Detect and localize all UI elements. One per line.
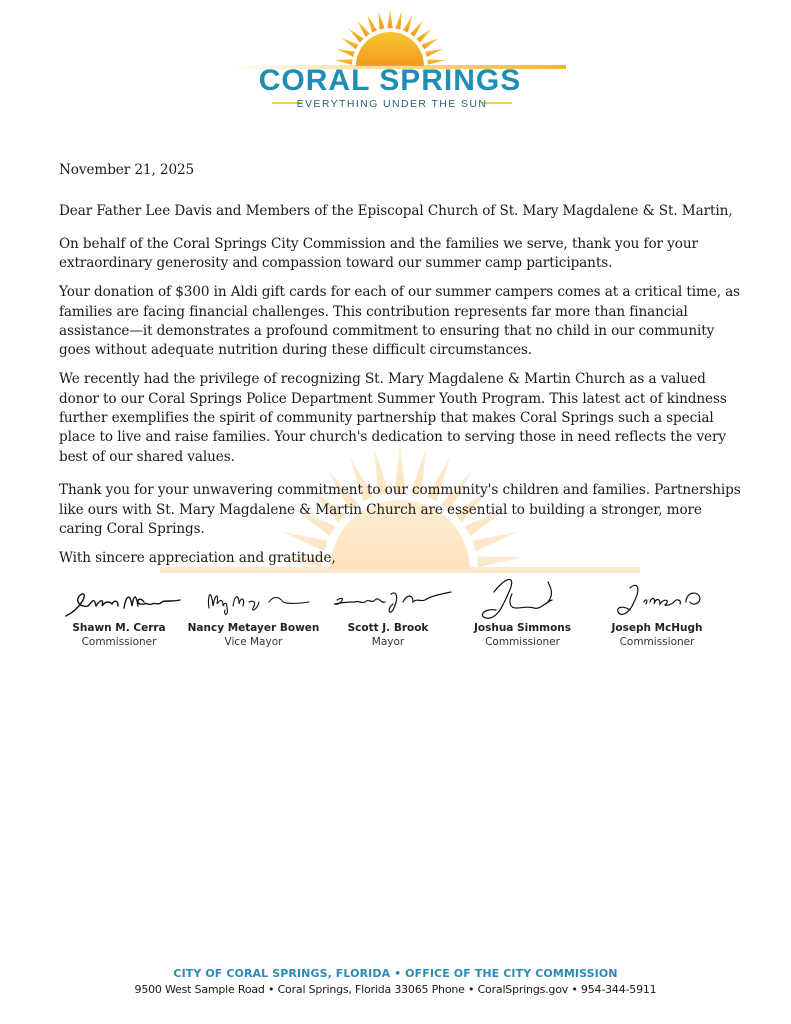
handwritten-signature — [456, 572, 590, 622]
sun-icon — [334, 10, 445, 66]
letter-date: November 21, 2025 — [59, 162, 195, 178]
sun-ray — [357, 21, 370, 37]
signatory-name: Nancy Metayer Bowen — [187, 622, 320, 634]
letter-paragraph: On behalf of the Coral Springs City Commission and the families we serve, thank you for your extraordinary generosity and compassion toward our summer camp participants. — [59, 235, 698, 272]
logo-wordmark: CORAL SPRINGS — [258, 64, 522, 97]
signatory-title: Commissioner — [485, 636, 560, 648]
signatory-title: Mayor — [371, 636, 405, 648]
sun-ray — [387, 10, 392, 28]
handwritten-signature — [52, 572, 186, 622]
letter-body — [59, 161, 743, 578]
signatory-title: Commissioner — [81, 636, 157, 648]
letter-salutation: Dear Father Lee Davis and Members of the Episcopal Church of St. Mary Magdalene & St. Martin, — [59, 203, 733, 220]
sun-ray — [410, 21, 423, 37]
sun-ray — [342, 38, 359, 49]
sun-ray — [378, 11, 384, 29]
letter-paragraph: We recently had the privilege of recognizing St. Mary Magdalene & Martin Church as a valued donor to our Coral Springs Police Department Summer Youth Program. This latest act of kindness further exemplifies the spirit of community partnership that makes Coral Springs such a special place to live and raise families. Your church's dedication to serving those in need reflects the very best of our shared values. — [59, 371, 727, 465]
signatory — [590, 572, 724, 654]
signatory-name: Joshua Simmons — [473, 622, 572, 634]
footer-office-line: CITY OF CORAL SPRINGS, FLORIDA • OFFICE OF THE CITY COMMISSION — [173, 967, 618, 980]
signatory — [456, 572, 590, 654]
signatory-name: Shawn M. Cerra — [72, 622, 166, 634]
sun-ray — [395, 11, 401, 29]
sun-ray — [416, 29, 431, 43]
signatory-name: Scott J. Brook — [347, 622, 429, 634]
signatory — [187, 572, 321, 654]
letter-closing: With sincere appreciation and gratitude, — [59, 550, 336, 566]
sun-ray — [421, 38, 438, 49]
logo-tagline: EVERYTHING UNDER THE SUN — [296, 98, 488, 110]
signatory — [321, 572, 455, 654]
footer-address-line: 9500 West Sample Road • Coral Springs, Florida 33065 Phone • CoralSprings.gov • 954-344-5911 — [134, 983, 657, 996]
letter-paragraph: Your donation of $300 in Aldi gift cards for each of our summer campers comes at a critical time, as families are facing financial challenges. This contribution represents far more than financial assistance—it demonstrates a profound commitment to ensuring that no child in our community goes without adequate nutrition during these difficult circumstances. — [59, 284, 741, 359]
coral-springs-logo — [0, 8, 791, 112]
signatory-title: Commissioner — [619, 636, 695, 648]
handwritten-signature — [321, 572, 455, 622]
signatory-name: Joseph McHugh — [611, 622, 703, 634]
letter-paragraph: Thank you for your unwavering commitment to our community's children and families. Partnerships like ours with St. Mary Magdalene & Martin Church are essential to building a stronger, more caring Coral Springs. — [59, 482, 741, 538]
signatory-title: Vice Mayor — [224, 636, 283, 648]
sun-ray — [348, 29, 363, 43]
handwritten-signature — [590, 572, 724, 622]
sun-ray — [403, 15, 413, 33]
sun-ray — [337, 49, 355, 57]
sun-ray — [425, 49, 443, 57]
signature-block — [52, 572, 724, 654]
letter-footer — [0, 966, 791, 998]
handwritten-signature — [187, 572, 321, 622]
signatory — [52, 572, 186, 654]
sun-ray — [367, 15, 377, 33]
